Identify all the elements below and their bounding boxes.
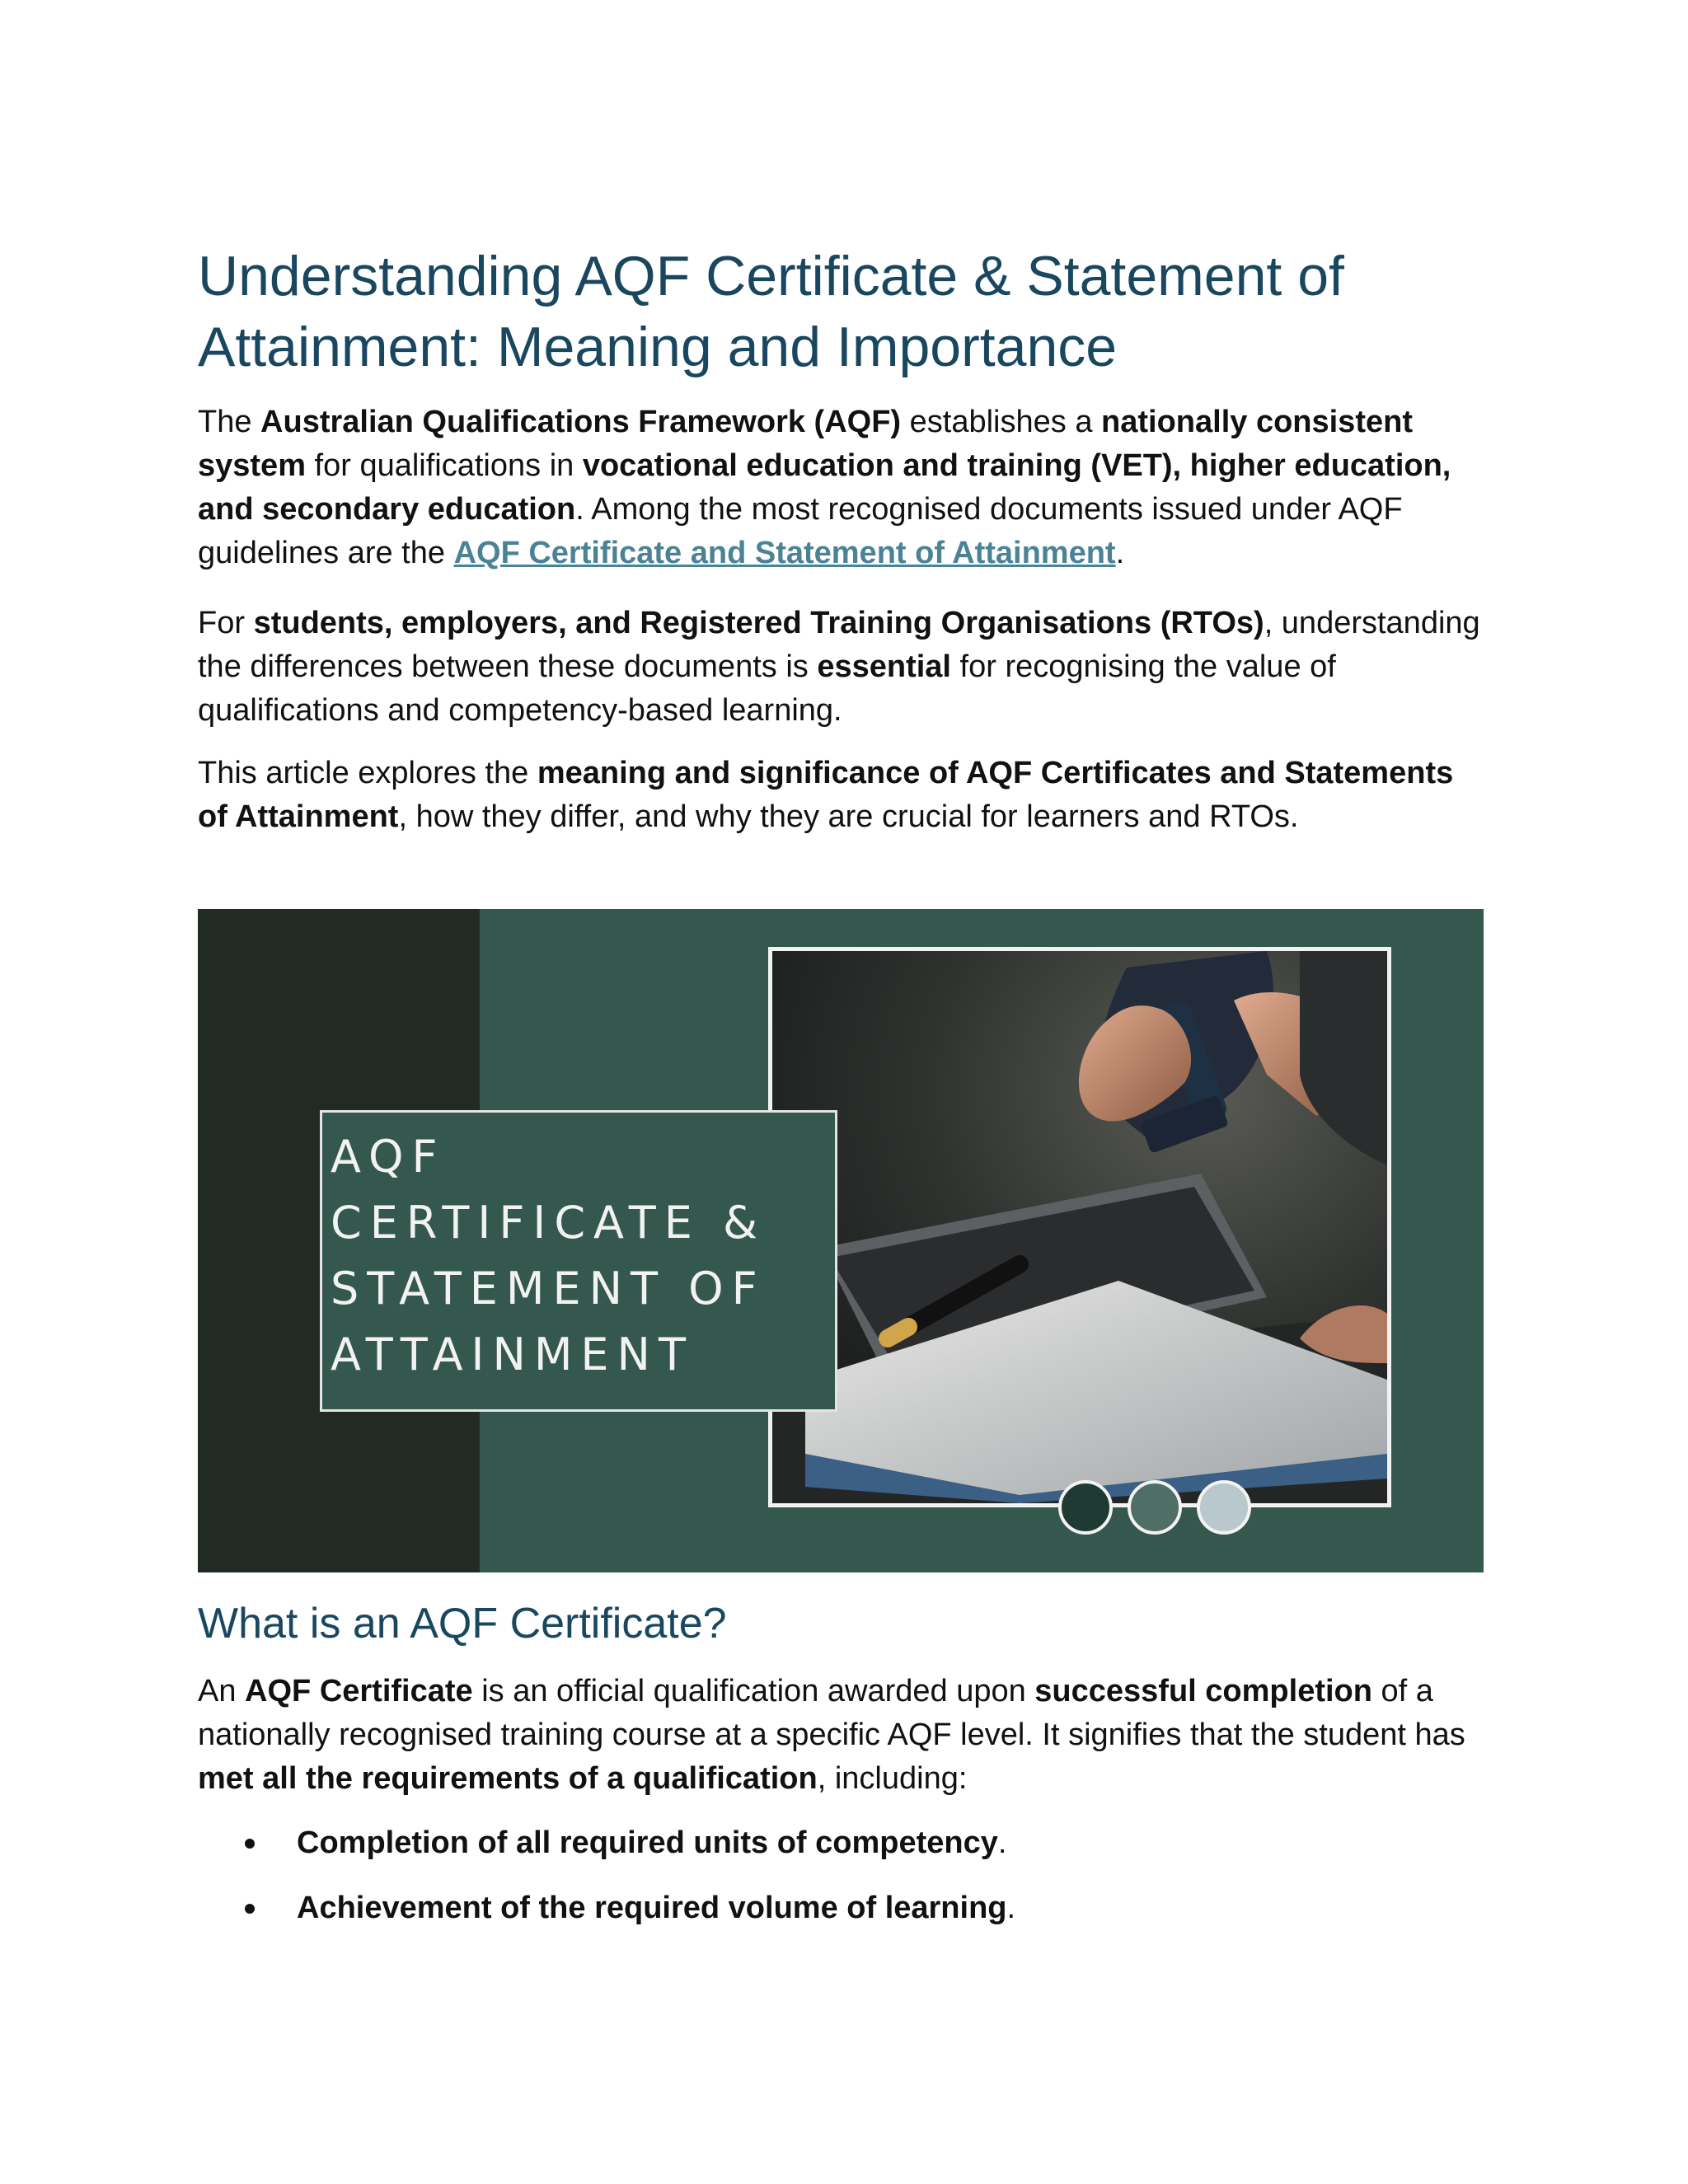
- stamp-photo: [768, 947, 1391, 1507]
- decorative-dot: [1058, 1480, 1113, 1535]
- bold-run: successful completion: [1034, 1674, 1372, 1708]
- text-run: , including:: [817, 1761, 968, 1796]
- text-run: is an official qualification awarded upon: [472, 1674, 1035, 1708]
- page-title: [198, 241, 1484, 382]
- banner-title-line-3: STATEMENT OF: [331, 1263, 766, 1315]
- text-run: For: [198, 606, 254, 640]
- banner-decorative-dots: [1058, 1480, 1248, 1538]
- section-heading: What is an AQF Certificate?: [198, 1600, 727, 1647]
- text-run: of a nationally recognised training course at a specific AQF level. It signifies that the student has: [198, 1674, 1465, 1752]
- text-run: for recognising the value of qualifications and competency-based learning.: [198, 649, 1336, 728]
- bold-run: AQF Certificate: [245, 1674, 473, 1708]
- list-item: [198, 1886, 1484, 1952]
- bold-run: Achievement of the required volume of learning: [297, 1891, 1007, 1925]
- text-run: .: [1006, 1891, 1016, 1925]
- page-title-line-2: Attainment: Meaning and Importance: [198, 316, 1118, 378]
- banner-title-line-1: AQF: [331, 1131, 446, 1183]
- text-run: for qualifications in: [305, 448, 583, 483]
- banner-title-box: [320, 1110, 837, 1412]
- text-run: , how they differ, and why they are crucial for learners and RTOs.: [398, 799, 1299, 834]
- audience-paragraph: [198, 602, 1484, 733]
- text-run: An: [198, 1674, 246, 1708]
- bullet-dot-icon: [245, 1904, 255, 1914]
- banner-title-line-4: ATTAINMENT: [331, 1329, 694, 1380]
- bold-run: vocational education and training (VET), higher education, and secondary education: [198, 448, 1451, 527]
- bold-run: nationally consistent system: [198, 405, 1413, 483]
- decorative-dot: [1128, 1480, 1182, 1535]
- bold-run: meaning and significance of AQF Certificates and Statements of Attainment: [198, 756, 1454, 834]
- text-run: The: [198, 405, 261, 439]
- text-run: . Among the most recognised documents issued under AQF guidelines are the: [198, 492, 1403, 570]
- text-run: establishes a: [901, 405, 1102, 439]
- intro-paragraph: [198, 401, 1484, 575]
- bold-run: essential: [817, 649, 951, 684]
- bullet-dot-icon: [245, 1839, 255, 1849]
- bold-run: Completion of all required units of competency: [297, 1825, 998, 1860]
- list-item: [198, 1821, 1484, 1886]
- decorative-dot: [1197, 1480, 1251, 1535]
- stamp-photo-illustration: [772, 951, 1387, 1503]
- requirements-list: [198, 1821, 1484, 1952]
- aqf-certificate-link[interactable]: AQF Certificate and Statement of Attainment: [453, 536, 1116, 570]
- banner-image: [198, 909, 1484, 1572]
- text-run: .: [1115, 536, 1125, 570]
- text-run: , understanding the differences between these documents is: [198, 606, 1480, 684]
- text-run: .: [997, 1825, 1007, 1860]
- definition-paragraph: [198, 1670, 1484, 1801]
- bold-run: Australian Qualifications Framework (AQF): [260, 405, 902, 439]
- page-title-line-1: Understanding AQF Certificate & Statement of: [198, 245, 1344, 307]
- bold-run: met all the requirements of a qualification: [198, 1761, 818, 1796]
- bold-run: students, employers, and Registered Training Organisations (RTOs): [253, 606, 1264, 640]
- banner-title-line-2: CERTIFICATE &: [331, 1197, 767, 1249]
- text-run: This article explores the: [198, 756, 537, 790]
- scope-paragraph: [198, 752, 1484, 839]
